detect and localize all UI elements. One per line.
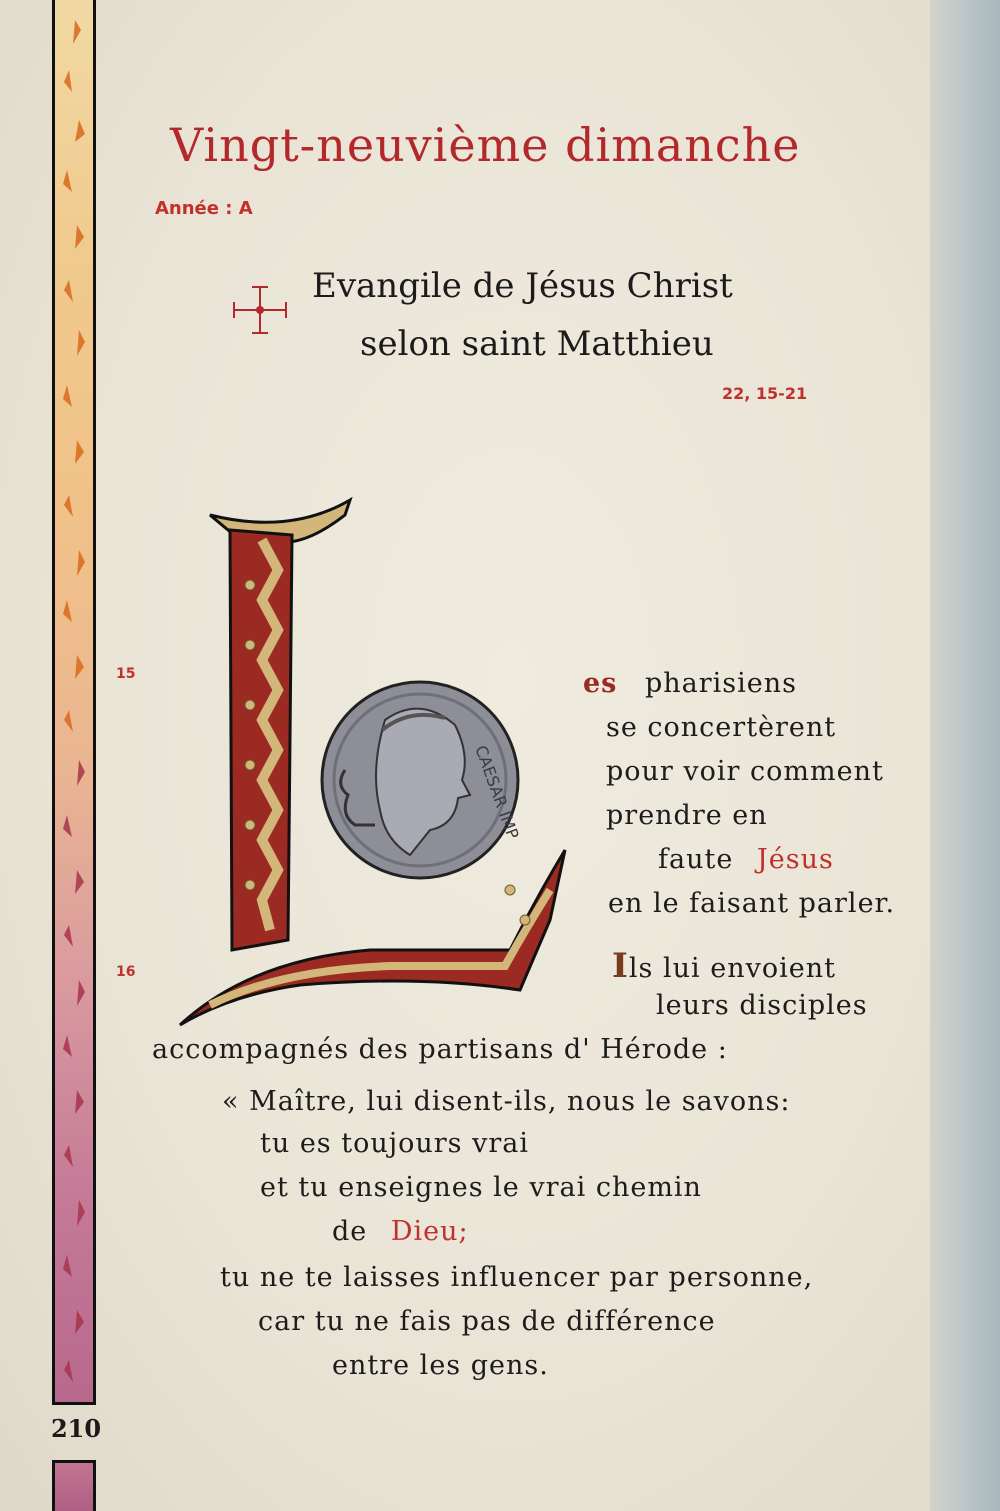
decorative-border-continuation: [52, 1460, 96, 1511]
text-line-3: pour voir comment: [606, 756, 884, 787]
text-line-12: et tu enseignes le vrai chemin: [260, 1172, 702, 1203]
text-line-9: accompagnés des partisans d' Hérode :: [152, 1034, 728, 1065]
text-line-6: en le faisant parler.: [608, 888, 896, 919]
gospel-heading-line1: [312, 266, 733, 306]
caesar-coin: [322, 682, 523, 878]
gospel-heading-line2: selon saint Matthieu: [360, 324, 714, 364]
text-line-14: tu ne te laisses influencer par personne,: [220, 1262, 814, 1293]
text-line-8: leurs disciples: [656, 990, 868, 1021]
text-line-15: car tu ne fais pas de différence: [258, 1306, 716, 1337]
page-number: 210: [50, 1414, 102, 1443]
text-line-7: Ils lui envoient: [612, 946, 836, 986]
text-line-4: prendre en: [606, 800, 768, 831]
verse-number-16: 16: [116, 964, 136, 980]
page-edge-shadow: [930, 0, 1000, 1511]
page-title: Vingt-neuvième dimanche: [170, 118, 801, 172]
gospel-heading-text: Evangile de Jésus Christ: [312, 266, 733, 306]
text-line-10: « Maître, lui disent-ils, nous le savons:: [222, 1086, 791, 1117]
text-line-11: tu es toujours vrai: [260, 1128, 529, 1159]
coin-inscription: CAESAR IMP: [471, 742, 523, 842]
text-line-16: entre les gens.: [332, 1350, 549, 1381]
decorative-border: [52, 0, 96, 1405]
scripture-reference: 22, 15-21: [722, 384, 808, 403]
cross-icon: [232, 285, 288, 335]
text-line-2: se concertèrent: [606, 712, 837, 743]
text-line-13: de Dieu;: [332, 1216, 469, 1247]
liturgical-year: Année : A: [155, 198, 253, 219]
text-line-5: faute Jésus: [658, 844, 834, 875]
illuminated-initial-letter: [170, 480, 590, 1040]
text-line-1: es pharisiens: [583, 668, 798, 699]
border-divider: [52, 1402, 96, 1405]
verse-number-15: 15: [116, 666, 136, 682]
